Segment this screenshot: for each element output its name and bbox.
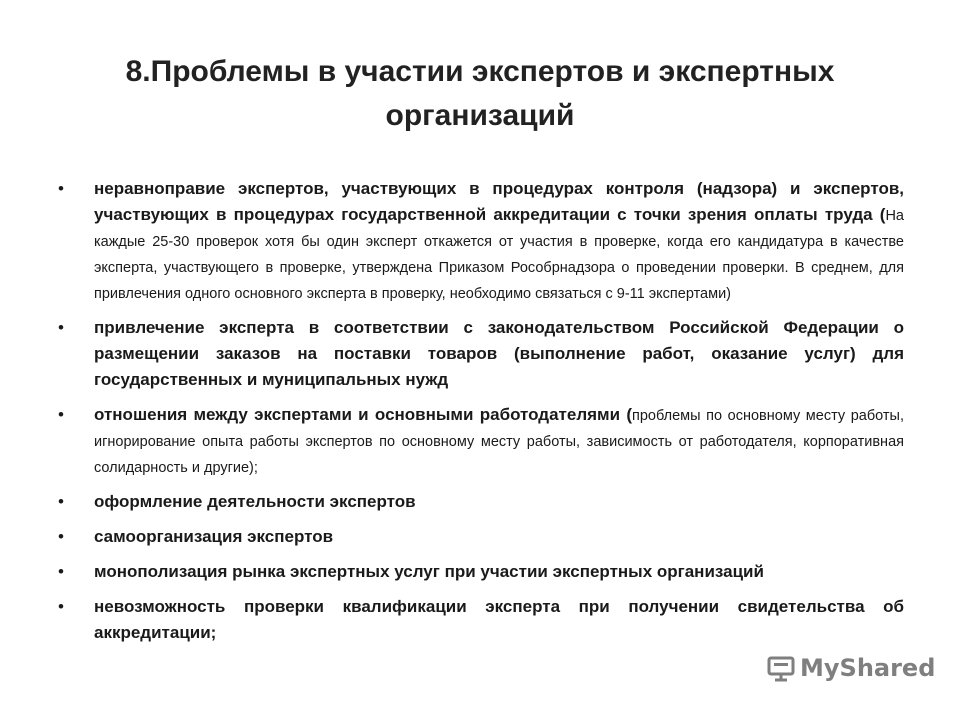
slide-title-line-2: организаций [385,99,575,132]
item-main-text: привлечение эксперта в соответствии с законодательством Российской Федерации о размещении заказов на поставки товаров (выполнение работ, оказание услуг) для государственных и муниципальных нужд [94,318,904,389]
list-item [58,176,904,306]
item-main-text: самоорганизация экспертов [94,527,334,546]
bullet-icon: • [58,405,64,424]
list-item [58,315,904,393]
bullet-icon: • [58,492,64,511]
bullet-icon: • [58,597,64,616]
bullet-icon: • [58,179,64,198]
bullet-icon: • [58,562,64,581]
bullet-list [58,176,904,655]
list-item [58,524,904,550]
bullet-icon: • [58,318,64,337]
item-main-text: невозможность проверки квалификации эксперта при получении свидетельства об аккредитации; [94,597,904,642]
item-main-text: оформление деятельности экспертов [94,492,416,511]
list-item [58,489,904,515]
item-main-text: монополизация рынка экспертных услуг при участии экспертных организаций [94,562,764,581]
list-item [58,402,904,480]
presentation-board-icon [766,653,796,683]
bullet-icon: • [58,527,64,546]
list-item [58,559,904,585]
item-note-text: проблемы по основному месту работы, игнорирование опыта работы экспертов по основному месту работы, зависимость от работодателя, корпоративная солидарность и другие); [94,408,904,476]
watermark-link[interactable] [766,650,935,686]
slide-title [60,50,900,138]
slide-title-line-1: 8.Проблемы в участии экспертов и экспертных [125,55,835,88]
watermark-text: MyShared [800,654,936,682]
item-note-text: На каждые 25-30 проверок хотя бы один эксперт откажется от участия в проверке, когда его кандидатура в качестве эксперта, участвующего в проверке, утверждена Приказом Рособрнадзора о проведении проверки. В среднем, для привлечения одного основного эксперта в проверку, необходимо связаться с 9-11 экспертами) [94,208,904,302]
item-main-text: отношения между экспертами и основными работодателями ( [94,405,633,424]
list-item [58,594,904,646]
item-main-text: неравноправие экспертов, участвующих в процедурах контроля (надзора) и экспертов, участвующих в процедурах государственной аккредитации с точки зрения оплаты труда ( [94,179,904,224]
